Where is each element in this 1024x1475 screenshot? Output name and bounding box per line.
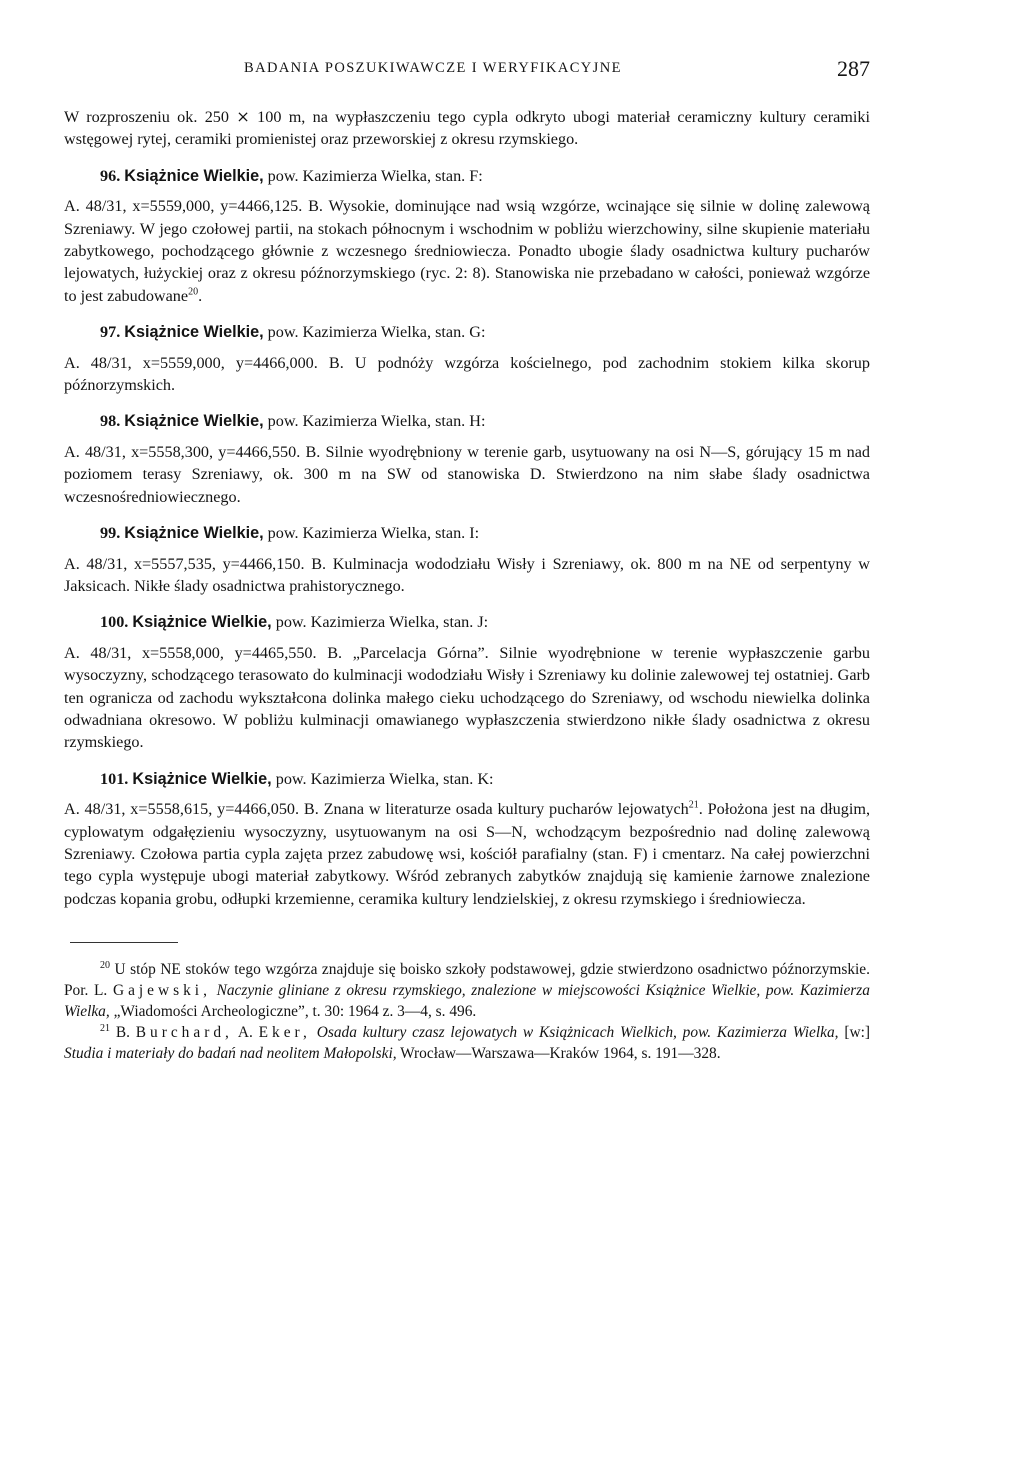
entry-location: pow. Kazimierza Wielka, stan. F: [267,166,483,185]
footnote-ref: 20 [188,286,199,298]
entry-location: pow. Kazimierza Wielka, stan. J: [275,613,489,632]
entry-number: 99. [100,524,121,543]
entry-text: A. 48/31, x=5557,535, y=4466,150. B. Kulminacja wododziału Wisły i Szreniawy, ok. 800 m na NE od serpentyny w Jaksicach. Nikłe ślady osadnictwa prahistorycznego. [64,554,870,595]
entry-body: A. 48/31, x=5558,615, y=4466,050. B. Znana w literaturze osada kultury pucharów lejowatych [64,800,689,819]
footnote-author: Burchard, [135,1024,233,1042]
entry-heading [64,321,870,343]
entry-heading [64,768,870,790]
footnote-title: Osada kultury czasz lejowatych w Książnicach Wielkich, pow. Kazimierza Wielka, [316,1024,839,1042]
footnote-ref: 21 [688,799,699,811]
site-entry [64,768,870,910]
footnote-title: Studia i materiały do badań nad neolitem Małopolski, [64,1045,397,1063]
entry-number: 100. [100,613,129,632]
footnote [64,1022,870,1064]
entry-place: Książnice Wielkie, [124,412,264,431]
entry-tail: . [198,286,203,305]
footnote-text: B. [115,1024,136,1042]
site-entry [64,611,870,753]
entry-number: 97. [100,323,121,342]
footnote-text: A. [232,1024,259,1042]
footnote-text: U stóp NE stoków tego wzgórza znajduje się boisko szkoły podstawowej, gdzie stwierdzono osadnictwo późnorzymskie. Por. L. [64,961,870,1000]
page-header [64,48,870,92]
entry-heading [64,522,870,544]
footnote-number: 21 [100,1023,110,1035]
entry-number: 96. [100,166,121,185]
running-title: BADANIA POSZUKIWAWCZE I WERYFIKACYJNE [244,60,622,76]
footnote-divider [70,942,178,943]
footnote-title: Naczynie gliniane z okresu rzymskiego, znalezione w miejscowości Książnice Wielkie, pow. Kazimierza Wielka, [64,982,870,1021]
entry-location: pow. Kazimierza Wielka, stan. K: [275,769,494,788]
footnotes [64,959,870,1064]
entry-location: pow. Kazimierza Wielka, stan. G: [267,323,486,342]
entry-text [64,798,870,910]
footnote-text: „Wiadomości Archeologiczne”, t. 30: 1964 z. 3—4, s. 496. [109,1003,477,1021]
entry-text: A. 48/31, x=5558,300, y=4466,550. B. Silnie wyodrębniony w terenie garb, usytuowany na osi N—S, górujący 15 m nad poziomem terasy Szreniawy, ok. 300 m na SW od stanowiska D. Stwierdzono na nim słabe ślady osadnictwa wczesnośredniowiecznego. [64,442,870,506]
footnote-author: Gajewski, [112,982,211,1000]
entry-place: Książnice Wielkie, [124,524,264,543]
footnote-number: 20 [100,960,110,972]
footnote [64,959,870,1022]
site-entry [64,410,870,508]
lead-paragraph: W rozproszeniu ok. 250 ⨯ 100 m, na wypłaszczeniu tego cypla odkryto ubogi materiał ceramiczny kultury ceramiki wstęgowej rytej, ceramiki promienistej oraz przeworskiej z okresu rzymskiego. [64,108,870,149]
entry-heading [64,611,870,633]
site-entry [64,321,870,396]
entry-place: Książnice Wielkie, [124,323,264,342]
footnote-text: [w:] [838,1024,870,1042]
footnote-text: Wrocław—Warszawa—Kraków 1964, s. 191—328. [396,1045,721,1063]
site-entry [64,522,870,597]
entry-heading [64,410,870,432]
page-number: 287 [837,56,870,81]
entry-tail: . Położona jest na długim, cyplowatym odgałęzieniu wysoczyzny, usytuowanym na osi S—N, wchodzącym bezpośrednio nad dolinę zalewową Szreniawy. Czołowa partia cypla zajęta przez zabudowę wsi, kościół parafialny (stan. F) i cmentarz. Na całej powierzchni tego cypla występuje ubogi materiał zabytkowy. Wśród zebranych zabytków znajdują się kamienie żarnowe znalezione podczas kopania grobu, odłupki krzemienne, ceramika kultury lendzielskiej, z okresu rzymskiego i średniowiecza. [64,800,870,908]
document-page [64,48,870,1064]
entry-place: Książnice Wielkie, [132,769,272,788]
entry-number: 101. [100,769,129,788]
entry-text: A. 48/31, x=5558,000, y=4465,550. B. „Parcelacja Górna”. Silnie wyodrębnione w terenie wypłaszczenie garbu wysoczyzny, schodzącego terasowato do kulminacji wododziału Wisły i Szreniawy ku dolinie zalewowej tej ostatniej. Garb ten ogranicza od zachodu wykształcona dolinka małego cieku uchodzącego do Szreniawy, od wschodu niewielka dolinka odwadniana okresowo. W pobliżu kulminacji omawianego wypłaszczenia stwierdzono nikłe ślady osadnictwa z okresu rzymskiego. [64,643,870,752]
entry-heading [64,165,870,187]
entry-location: pow. Kazimierza Wielka, stan. H: [267,412,486,431]
entry-text: A. 48/31, x=5559,000, y=4466,000. B. U podnóży wzgórza kościelnego, pod zachodnim stokiem kilka skorup późnorzymskich. [64,353,870,395]
footnote-author: Eker, [258,1024,311,1042]
entry-place: Książnice Wielkie, [132,613,272,632]
entry-text [64,195,870,307]
entry-number: 98. [100,412,121,431]
entry-body: A. 48/31, x=5559,000, y=4466,125. B. Wysokie, dominujące nad wsią wzgórze, wcinające się silnie w dolinę zalewową Szreniawy. W jego czołowej partii, na stokach północnym i wschodnim w pobliżu wierzchowiny, silne skupienie materiału zabytkowego, pochodzącego głównie z wczesnego średniowiecza. Ponadto ubogie ślady osadnictwa kultury pucharów lejowatych, łużyckiej oraz z okresu późnorzymskiego (ryc. 2: 8). Stanowiska nie przebadano w całości, ponieważ wzgórze to jest zabudowane [64,197,870,305]
entry-location: pow. Kazimierza Wielka, stan. I: [267,524,480,543]
site-entry [64,165,870,307]
entry-place: Książnice Wielkie, [124,166,264,185]
